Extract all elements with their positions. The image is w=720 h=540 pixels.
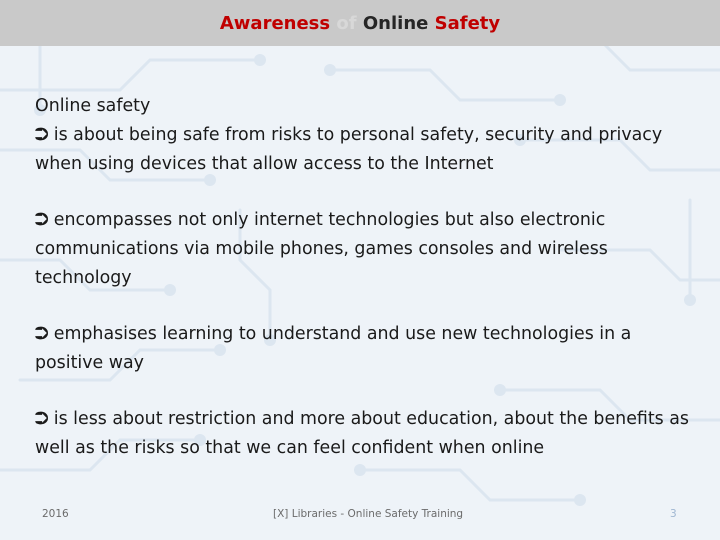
title-word-safety: Safety bbox=[434, 12, 501, 34]
title-bar bbox=[0, 0, 720, 46]
footer-center-text: [X] Libraries - Online Safety Training bbox=[273, 508, 464, 520]
bullet-text: encompasses not only internet technologies but also electronic communications via mobile phones, games consoles and wireless technology bbox=[35, 210, 608, 288]
arrow-bullet-icon: ⮊ bbox=[35, 324, 49, 344]
bullet-item bbox=[35, 320, 695, 378]
bullet-item bbox=[35, 206, 695, 293]
bullet-text: is about being safe from risks to personal safety, security and privacy when using devices that allow access to the Internet bbox=[35, 125, 663, 174]
footer-page-number: 3 bbox=[670, 508, 677, 520]
title-word-awareness: Awareness bbox=[219, 12, 331, 34]
title-word-of: of bbox=[336, 12, 357, 34]
bullet-text: is less about restriction and more about education, about the benefits as well as the risks so that we can feel confident when online bbox=[35, 409, 689, 458]
bullet-text: emphasises learning to understand and use new technologies in a positive way bbox=[35, 324, 632, 373]
content-heading: Online safety bbox=[35, 96, 151, 116]
footer-date: 2016 bbox=[42, 508, 69, 520]
title-word-online: Online bbox=[362, 12, 429, 34]
arrow-bullet-icon: ⮊ bbox=[35, 210, 49, 230]
bullet-item bbox=[35, 121, 695, 179]
arrow-bullet-icon: ⮊ bbox=[35, 125, 49, 145]
arrow-bullet-icon: ⮊ bbox=[35, 409, 49, 429]
bullet-item bbox=[35, 405, 695, 463]
slide-title bbox=[220, 13, 500, 34]
content-area bbox=[35, 92, 695, 463]
